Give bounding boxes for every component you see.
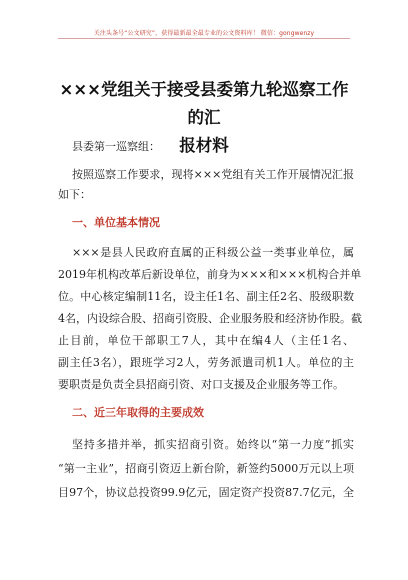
salutation: 县委第一巡察组： [72,140,160,153]
section-1-heading: 一、单位基本情况 [72,216,160,229]
section-1-line: 位。中心核定编制11名，设主任1名、副主任2名、股级职数 [58,290,354,303]
section-1-line: 2019年机构改革后新设单位，前身为×××和×××机构合并单 [58,268,362,281]
section-1-line: 4名，内设综合股、招商引资股、企业服务股和经济协作股。截 [58,312,362,325]
header-promo-note: 关注头条号“公文研究”，获得最新最全最专业的公文资料库！ 微信：gongwenzy [93,30,315,37]
section-1-line: 要职责是负责全县招商引资、对口支援及企业服务等工作。 [58,378,344,391]
intro-line-1: 按照巡察工作要求，现将×××党组有关工作开展情况汇报 [72,168,354,181]
section-1-line: 副主任3名），跟班学习2人，劳务派遣司机1人。单位的主 [58,356,354,369]
section-2-line: “第一主业”，招商引资迈上新台阶，新签约5000万元以上项 [58,462,354,475]
header-divider [58,38,350,39]
intro-line-2: 如下： [58,188,91,201]
section-2-line: 目97个，协议总投资99.9亿元，固定资产投资87.7亿元，全 [58,486,354,499]
title-line-1: ×××党组关于接受县委第九轮巡察工作的汇 [59,80,349,127]
title-line-2: 报材料 [179,136,229,155]
section-2-line: 坚持多措并举，抓实招商引资。始终以“第一力度”抓实 [72,438,354,451]
section-1-line: ×××是县人民政府直属的正科级公益一类事业单位，属 [72,246,354,259]
section-1-line: 止目前，单位干部职工7人，其中在编4人（主任1名、 [58,334,354,347]
section-2-heading: 二、近三年取得的主要成效 [72,406,204,419]
